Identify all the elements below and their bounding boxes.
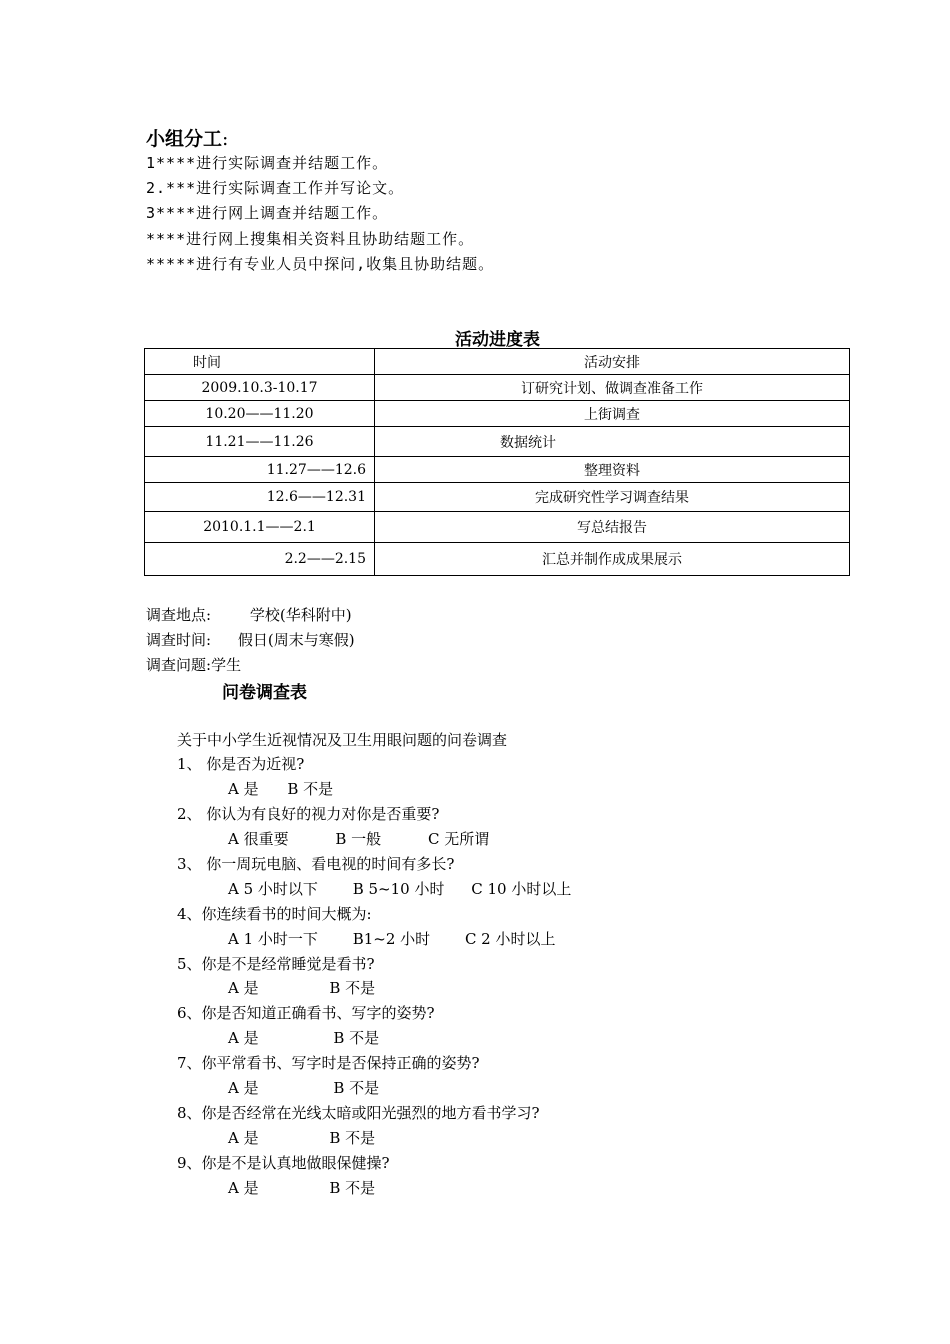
- survey-subject: [146, 654, 241, 675]
- schedule-row: [145, 457, 850, 483]
- schedule-title: 活动进度表: [455, 330, 540, 350]
- question-4-options: [228, 928, 556, 949]
- schedule-row: [145, 427, 850, 457]
- schedule-activity-cell: 订研究计划、做调查准备工作: [375, 375, 850, 401]
- schedule-row: [145, 375, 850, 401]
- option-a: A 是: [228, 1179, 259, 1197]
- schedule-time-cell: 2.2——2.15: [145, 543, 375, 576]
- option-a: A 5 小时以下: [228, 880, 318, 898]
- header-time: 时间: [145, 349, 375, 375]
- question-3: 3、 你一周玩电脑、看电视的时间有多长?: [177, 855, 455, 873]
- schedule-activity-cell: 写总结报告: [375, 512, 850, 543]
- question-8-options: [228, 1127, 375, 1148]
- schedule-time-cell: 11.27——12.6: [145, 457, 375, 483]
- question-9-options: [228, 1177, 375, 1198]
- question-3-options: [228, 878, 571, 899]
- question-8: 8、你是否经常在光线太暗或阳光强烈的地方看书学习?: [177, 1104, 540, 1122]
- task-item-1: 1****进行实际调查并结题工作。: [146, 154, 389, 172]
- survey-location-label: 调查地点:: [146, 606, 212, 624]
- survey-time-label: 调查时间:: [146, 631, 212, 649]
- schedule-time-cell: 12.6——12.31: [145, 483, 375, 512]
- option-b: B 不是: [333, 1029, 380, 1047]
- schedule-activity-cell: 完成研究性学习调查结果: [375, 483, 850, 512]
- schedule-row: [145, 543, 850, 576]
- survey-location: [146, 604, 352, 625]
- option-a: A 是: [228, 979, 259, 997]
- option-c: C 2 小时以上: [464, 930, 556, 948]
- option-a: A 是: [228, 1079, 259, 1097]
- option-b: B 不是: [329, 979, 376, 997]
- survey-location-value: 学校(华科附中): [249, 606, 352, 624]
- option-a: A 1 小时一下: [228, 930, 318, 948]
- question-1-options: [228, 778, 333, 799]
- task-item-3: 3****进行网上调查并结题工作。: [146, 204, 389, 222]
- survey-time-value: 假日(周末与寒假): [237, 631, 355, 649]
- option-b: B 不是: [329, 1129, 376, 1147]
- schedule-row: [145, 401, 850, 427]
- question-7: 7、你平常看书、写字时是否保持正确的姿势?: [177, 1054, 480, 1072]
- question-2: 2、 你认为有良好的视力对你是否重要?: [177, 805, 440, 823]
- question-4: 4、你连续看书的时间大概为:: [177, 905, 372, 923]
- option-b: B1~2 小时: [352, 930, 431, 948]
- questionnaire-title: 问卷调查表: [222, 683, 307, 703]
- option-b: B 5~10 小时: [352, 880, 445, 898]
- schedule-row: [145, 512, 850, 543]
- question-2-options: [228, 828, 489, 849]
- task-item-5: *****进行有专业人员中探问,收集且协助结题。: [146, 255, 495, 273]
- option-c: C 无所谓: [427, 830, 490, 848]
- question-9: 9、你是不是认真地做眼保健操?: [177, 1154, 390, 1172]
- schedule-header-row: [145, 349, 850, 375]
- questionnaire-intro: 关于中小学生近视情况及卫生用眼问题的问卷调查: [177, 731, 508, 749]
- schedule-activity-cell: 数据统计: [375, 427, 850, 457]
- question-7-options: [228, 1077, 379, 1098]
- question-1: 1、 你是否为近视?: [177, 755, 305, 773]
- option-b: B 一般: [335, 830, 382, 848]
- schedule-table: [144, 348, 850, 576]
- schedule-activity-cell: 汇总并制作成成果展示: [375, 543, 850, 576]
- question-6-options: [228, 1027, 379, 1048]
- group-division-heading: [146, 124, 228, 151]
- task-item-2: 2.***进行实际调查工作并写论文。: [146, 179, 405, 197]
- option-b: B 不是: [333, 1079, 380, 1097]
- schedule-time-cell: 10.20——11.20: [145, 401, 375, 427]
- schedule-activity-cell: 整理资料: [375, 457, 850, 483]
- survey-time: [146, 629, 355, 650]
- group-division-title: 小组分工: [146, 128, 223, 150]
- survey-subject-value: 学生: [211, 656, 242, 674]
- option-b: B 不是: [287, 780, 334, 798]
- option-a: A 很重要: [228, 830, 289, 848]
- task-item-4: ****进行网上搜集相关资料且协助结题工作。: [146, 230, 475, 248]
- option-b: B 不是: [329, 1179, 376, 1197]
- schedule-activity-cell: 上街调查: [375, 401, 850, 427]
- option-a: A 是: [228, 1029, 259, 1047]
- schedule-time-cell: 11.21——11.26: [145, 427, 375, 457]
- question-6: 6、你是否知道正确看书、写字的姿势?: [177, 1004, 435, 1022]
- group-division-colon: :: [222, 128, 229, 150]
- schedule-row: [145, 483, 850, 512]
- schedule-time-cell: 2009.10.3-10.17: [145, 375, 375, 401]
- option-a: A 是: [228, 1129, 259, 1147]
- option-a: A 是: [228, 780, 259, 798]
- schedule-time-cell: 2010.1.1——2.1: [145, 512, 375, 543]
- header-activity: 活动安排: [375, 349, 850, 375]
- survey-subject-label: 调查问题:: [146, 656, 212, 674]
- question-5-options: [228, 977, 375, 998]
- option-c: C 10 小时以上: [471, 880, 572, 898]
- question-5: 5、你是不是经常睡觉是看书?: [177, 955, 375, 973]
